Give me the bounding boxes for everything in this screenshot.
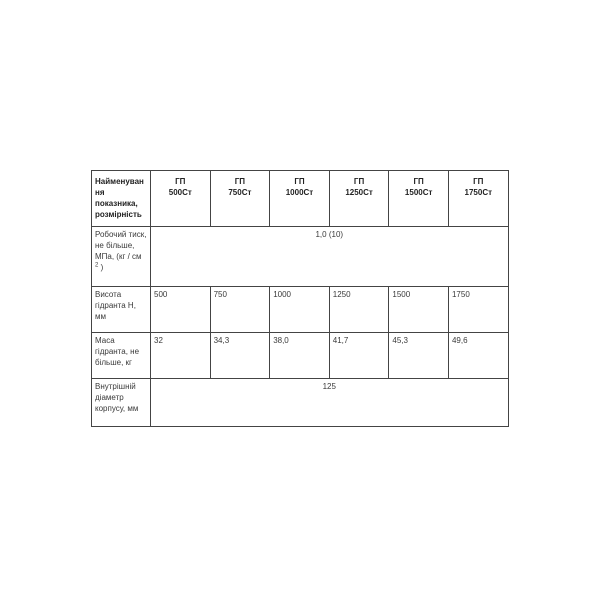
- mass-label: Маса гідранта, не більше, кг: [92, 333, 151, 379]
- model-prefix: ГП: [294, 177, 305, 186]
- mass-value-1500: 45,3: [389, 333, 449, 379]
- model-header-1500: [389, 171, 449, 227]
- pressure-label-end: ): [100, 263, 104, 272]
- model-code: 750Ст: [228, 188, 252, 197]
- height-label: Висота гідранта Н, мм: [92, 287, 151, 333]
- model-code: 500Ст: [168, 188, 192, 197]
- table-row-mass: [92, 333, 509, 379]
- diameter-value: 125: [151, 379, 509, 427]
- model-code: 1500Ст: [404, 188, 433, 197]
- pressure-value: 1,0 (10): [151, 227, 509, 287]
- model-header-1000: [270, 171, 330, 227]
- pressure-label-sup: 2: [95, 262, 99, 269]
- model-header-1250: [329, 171, 389, 227]
- model-prefix: ГП: [175, 177, 186, 186]
- model-prefix: ГП: [413, 177, 424, 186]
- model-prefix: ГП: [234, 177, 246, 186]
- mass-value-750: 34,3: [210, 333, 270, 379]
- pressure-label-text: Робочий тиск, не більше, МПа, (кг / см: [95, 230, 147, 261]
- model-header-1750: [448, 171, 508, 227]
- model-header-750: [210, 171, 270, 227]
- table-row-pressure: [92, 227, 509, 287]
- mass-value-1750: 49,6: [448, 333, 508, 379]
- mass-value-500: 32: [151, 333, 211, 379]
- height-value-1250: 1250: [329, 287, 389, 333]
- mass-value-1000: 38,0: [270, 333, 330, 379]
- model-code: 1250Ст: [345, 188, 373, 197]
- model-header-500: [151, 171, 211, 227]
- height-value-500: 500: [151, 287, 211, 333]
- height-value-1000: 1000: [270, 287, 330, 333]
- model-code: 1750Ст: [464, 188, 493, 197]
- model-code: 1000Ст: [285, 188, 314, 197]
- table-row-height: [92, 287, 509, 333]
- model-prefix: ГП: [353, 177, 365, 186]
- table-row-diameter: [92, 379, 509, 427]
- height-value-750: 750: [210, 287, 270, 333]
- height-value-1750: 1750: [448, 287, 508, 333]
- hydrant-spec-table: [91, 170, 509, 427]
- table-header-row: [92, 171, 509, 227]
- pressure-label: [92, 227, 151, 287]
- height-value-1500: 1500: [389, 287, 449, 333]
- param-column-header: Найменування показника, розмірність: [92, 171, 151, 227]
- mass-value-1250: 41,7: [329, 333, 389, 379]
- model-prefix: ГП: [473, 177, 484, 186]
- diameter-label: Внутрішній діаметр корпусу, мм: [92, 379, 151, 427]
